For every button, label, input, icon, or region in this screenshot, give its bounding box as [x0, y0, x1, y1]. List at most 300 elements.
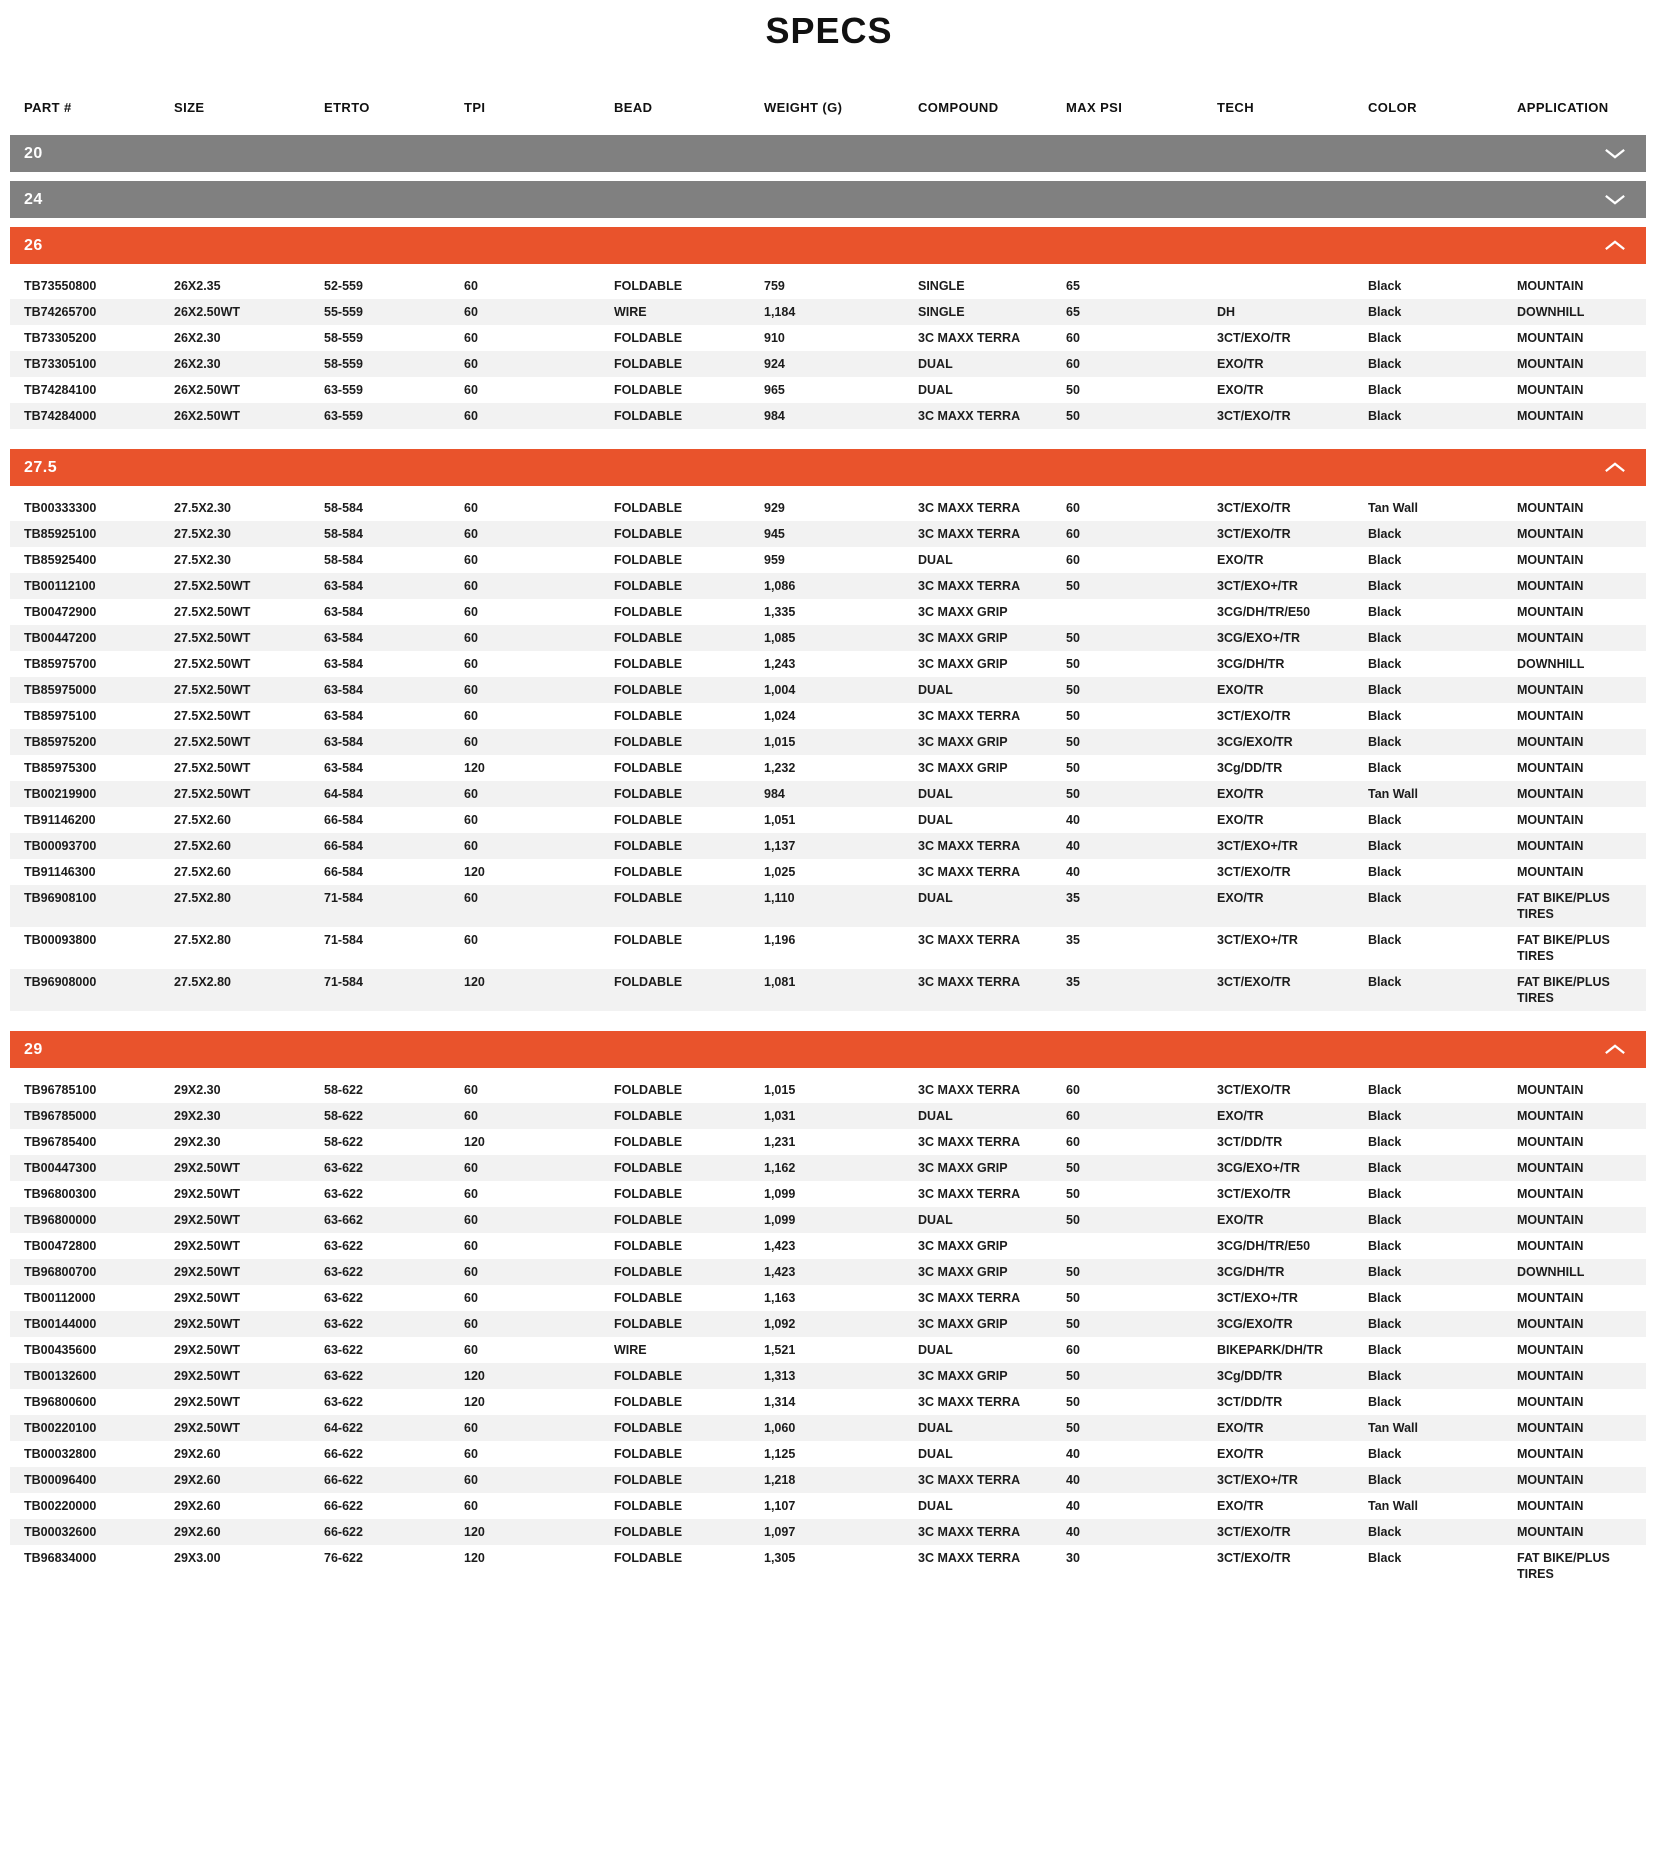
cell-part-number: TB00032800: [24, 1447, 97, 1461]
cell-part-number: TB00096400: [24, 1473, 97, 1487]
cell-bead: FOLDABLE: [614, 631, 683, 645]
cell-size: 27.5X2.50WT: [174, 657, 251, 671]
cell-color: Black: [1368, 1317, 1402, 1331]
cell-bead: FOLDABLE: [614, 1499, 683, 1513]
cell-color: Black: [1368, 1161, 1402, 1175]
cell-color: Black: [1368, 1525, 1402, 1539]
cell-tpi: 60: [464, 383, 478, 397]
section-label: 27.5: [24, 458, 58, 476]
section-label: 26: [24, 236, 43, 254]
cell-weight: 1,335: [764, 605, 796, 619]
cell-max-psi: 40: [1066, 865, 1080, 879]
cell-tech: EXO/TR: [1217, 383, 1264, 397]
table-row: [10, 703, 1646, 729]
section-rows: [10, 495, 1646, 1011]
cell-color: Black: [1368, 579, 1402, 593]
cell-bead: FOLDABLE: [614, 1109, 683, 1123]
cell-color: Black: [1368, 1447, 1402, 1461]
cell-etrto: 63-622: [324, 1291, 363, 1305]
cell-tech: EXO/TR: [1217, 1499, 1264, 1513]
cell-tech: 3CT/EXO+/TR: [1217, 933, 1298, 947]
table-row: [10, 599, 1646, 625]
cell-weight: 1,196: [764, 933, 796, 947]
cell-max-psi: 35: [1066, 975, 1080, 989]
cell-color: Tan Wall: [1368, 501, 1418, 515]
cell-max-psi: 50: [1066, 1161, 1080, 1175]
section-header-24[interactable]: [10, 181, 1646, 218]
table-section-20: [10, 135, 1646, 172]
table-row: [10, 1285, 1646, 1311]
cell-application: MOUNTAIN: [1517, 839, 1584, 853]
cell-tpi: 60: [464, 1109, 478, 1123]
cell-max-psi: 60: [1066, 553, 1080, 567]
cell-tpi: 60: [464, 933, 478, 947]
column-header-application: APPLICATION: [1517, 100, 1609, 115]
cell-part-number: TB96908000: [24, 975, 97, 989]
cell-size: 26X2.50WT: [174, 383, 241, 397]
cell-application: MOUNTAIN: [1517, 1135, 1584, 1149]
cell-bead: FOLDABLE: [614, 279, 683, 293]
cell-color: Black: [1368, 1473, 1402, 1487]
cell-application: MOUNTAIN: [1517, 865, 1584, 879]
cell-bead: FOLDABLE: [614, 975, 683, 989]
cell-max-psi: 50: [1066, 657, 1080, 671]
table-row: [10, 1311, 1646, 1337]
cell-weight: 1,099: [764, 1187, 796, 1201]
cell-size: 27.5X2.50WT: [174, 605, 251, 619]
cell-compound: 3C MAXX GRIP: [918, 1239, 1008, 1253]
cell-size: 27.5X2.50WT: [174, 683, 251, 697]
cell-max-psi: 50: [1066, 1187, 1080, 1201]
cell-application: MOUNTAIN: [1517, 1447, 1584, 1461]
cell-size: 26X2.50WT: [174, 305, 241, 319]
specs-table: [10, 96, 1646, 1587]
cell-application: MOUNTAIN: [1517, 1525, 1584, 1539]
table-row: [10, 885, 1646, 927]
cell-compound: 3C MAXX GRIP: [918, 1317, 1008, 1331]
cell-weight: 1,125: [764, 1447, 796, 1461]
cell-max-psi: 40: [1066, 1525, 1080, 1539]
cell-part-number: TB00112000: [24, 1291, 96, 1305]
cell-tech: 3CG/DH/TR: [1217, 657, 1285, 671]
cell-etrto: 63-584: [324, 761, 363, 775]
table-sections: [10, 135, 1646, 1587]
table-row: [10, 1129, 1646, 1155]
cell-tech: EXO/TR: [1217, 1421, 1264, 1435]
cell-compound: 3C MAXX TERRA: [918, 1473, 1021, 1487]
cell-application: MOUNTAIN: [1517, 761, 1584, 775]
cell-size: 27.5X2.50WT: [174, 631, 251, 645]
cell-weight: 1,162: [764, 1161, 796, 1175]
cell-bead: FOLDABLE: [614, 1369, 683, 1383]
cell-color: Black: [1368, 683, 1402, 697]
cell-part-number: TB73550800: [24, 279, 97, 293]
cell-max-psi: 35: [1066, 891, 1080, 905]
column-header-bead: BEAD: [614, 100, 653, 115]
cell-size: 26X2.30: [174, 331, 221, 345]
cell-weight: 1,163: [764, 1291, 796, 1305]
table-row: [10, 677, 1646, 703]
table-row: [10, 1233, 1646, 1259]
table-row: [10, 547, 1646, 573]
cell-size: 29X2.50WT: [174, 1239, 241, 1253]
cell-part-number: TB85975200: [24, 735, 97, 749]
cell-part-number: TB73305200: [24, 331, 97, 345]
cell-etrto: 66-584: [324, 839, 363, 853]
cell-application: MOUNTAIN: [1517, 501, 1584, 515]
cell-max-psi: 40: [1066, 1499, 1080, 1513]
section-rows: [10, 1077, 1646, 1587]
cell-size: 29X3.00: [174, 1551, 221, 1565]
cell-max-psi: 60: [1066, 527, 1080, 541]
cell-max-psi: 60: [1066, 1109, 1080, 1123]
table-row: [10, 403, 1646, 429]
cell-etrto: 58-584: [324, 501, 363, 515]
cell-bead: FOLDABLE: [614, 813, 683, 827]
cell-application: MOUNTAIN: [1517, 1473, 1584, 1487]
table-section-24: [10, 181, 1646, 218]
cell-size: 29X2.30: [174, 1083, 221, 1097]
cell-part-number: TB74284000: [24, 409, 97, 423]
cell-etrto: 64-584: [324, 787, 363, 801]
cell-tpi: 60: [464, 1265, 478, 1279]
cell-part-number: TB85975000: [24, 683, 97, 697]
cell-etrto: 63-584: [324, 631, 363, 645]
cell-part-number: TB00220100: [24, 1421, 97, 1435]
cell-etrto: 63-622: [324, 1317, 363, 1331]
table-row: [10, 351, 1646, 377]
cell-bead: FOLDABLE: [614, 1213, 683, 1227]
cell-weight: 924: [764, 357, 785, 371]
cell-application: MOUNTAIN: [1517, 1395, 1584, 1409]
cell-tpi: 60: [464, 813, 478, 827]
cell-size: 29X2.50WT: [174, 1369, 241, 1383]
cell-max-psi: 50: [1066, 709, 1080, 723]
table-row: [10, 1077, 1646, 1103]
table-row: [10, 781, 1646, 807]
cell-size: 27.5X2.30: [174, 553, 231, 567]
cell-max-psi: 50: [1066, 1369, 1080, 1383]
cell-bead: FOLDABLE: [614, 1239, 683, 1253]
cell-compound: DUAL: [918, 1343, 953, 1357]
chevron-down-icon: [1604, 193, 1626, 206]
table-row: [10, 651, 1646, 677]
cell-tech: 3CG/EXO+/TR: [1217, 631, 1301, 645]
cell-compound: 3C MAXX TERRA: [918, 1083, 1021, 1097]
cell-application: MOUNTAIN: [1517, 1187, 1584, 1201]
cell-color: Black: [1368, 891, 1402, 905]
section-label: 24: [24, 190, 43, 208]
cell-tech: 3CG/EXO/TR: [1217, 735, 1293, 749]
cell-max-psi: 60: [1066, 331, 1080, 345]
cell-weight: 1,086: [764, 579, 796, 593]
table-row: [10, 1207, 1646, 1233]
cell-tech: 3CT/EXO/TR: [1217, 331, 1291, 345]
cell-weight: 1,004: [764, 683, 796, 697]
column-header-tpi: TPI: [464, 100, 486, 115]
cell-size: 29X2.30: [174, 1135, 221, 1149]
table-row: [10, 1519, 1646, 1545]
cell-etrto: 66-622: [324, 1499, 363, 1513]
cell-max-psi: 65: [1066, 305, 1080, 319]
section-header-26[interactable]: [10, 227, 1646, 264]
cell-size: 27.5X2.50WT: [174, 579, 251, 593]
cell-part-number: TB85925400: [24, 553, 97, 567]
cell-size: 29X2.50WT: [174, 1265, 241, 1279]
section-label: 20: [24, 144, 43, 162]
cell-weight: 1,015: [764, 735, 796, 749]
cell-tpi: 60: [464, 1317, 478, 1331]
cell-bead: FOLDABLE: [614, 553, 683, 567]
cell-part-number: TB73305100: [24, 357, 97, 371]
cell-tpi: 60: [464, 305, 478, 319]
cell-part-number: TB96785000: [24, 1109, 97, 1123]
cell-color: Black: [1368, 1239, 1402, 1253]
cell-compound: 3C MAXX TERRA: [918, 409, 1021, 423]
cell-size: 27.5X2.60: [174, 865, 231, 879]
cell-weight: 1,107: [764, 1499, 796, 1513]
cell-bead: FOLDABLE: [614, 579, 683, 593]
cell-compound: 3C MAXX TERRA: [918, 933, 1021, 947]
cell-tech: EXO/TR: [1217, 553, 1264, 567]
cell-bead: FOLDABLE: [614, 1135, 683, 1149]
cell-bead: FOLDABLE: [614, 527, 683, 541]
cell-bead: WIRE: [614, 1343, 647, 1357]
cell-weight: 1,051: [764, 813, 796, 827]
table-row: [10, 1259, 1646, 1285]
section-header-20[interactable]: [10, 135, 1646, 172]
cell-size: 29X2.50WT: [174, 1395, 241, 1409]
cell-size: 29X2.30: [174, 1109, 221, 1123]
section-header-27.5[interactable]: [10, 449, 1646, 486]
cell-weight: 1,218: [764, 1473, 796, 1487]
cell-tpi: 120: [464, 1551, 485, 1565]
cell-max-psi: 50: [1066, 683, 1080, 697]
cell-size: 27.5X2.50WT: [174, 735, 251, 749]
cell-weight: 1,423: [764, 1239, 796, 1253]
cell-color: Black: [1368, 1213, 1402, 1227]
cell-tpi: 60: [464, 331, 478, 345]
cell-application: MOUNTAIN: [1517, 605, 1584, 619]
table-section-29: [10, 1031, 1646, 1587]
cell-max-psi: 50: [1066, 1395, 1080, 1409]
cell-bead: FOLDABLE: [614, 891, 683, 905]
cell-size: 29X2.60: [174, 1525, 221, 1539]
cell-color: Black: [1368, 1291, 1402, 1305]
table-row: [10, 927, 1646, 969]
cell-color: Black: [1368, 813, 1402, 827]
cell-part-number: TB00333300: [24, 501, 97, 515]
cell-tech: 3CT/EXO+/TR: [1217, 1291, 1298, 1305]
cell-etrto: 63-559: [324, 409, 363, 423]
cell-tech: 3Cg/DD/TR: [1217, 1369, 1283, 1383]
cell-tech: 3CT/EXO/TR: [1217, 865, 1291, 879]
cell-weight: 1,184: [764, 305, 796, 319]
table-row: [10, 325, 1646, 351]
cell-size: 29X2.50WT: [174, 1213, 241, 1227]
cell-weight: 1,060: [764, 1421, 796, 1435]
cell-etrto: 63-584: [324, 709, 363, 723]
cell-part-number: TB85975700: [24, 657, 97, 671]
cell-etrto: 63-584: [324, 657, 363, 671]
cell-compound: 3C MAXX TERRA: [918, 1551, 1021, 1565]
cell-weight: 1,313: [764, 1369, 796, 1383]
cell-tpi: 60: [464, 1161, 478, 1175]
cell-bead: FOLDABLE: [614, 383, 683, 397]
cell-tpi: 60: [464, 735, 478, 749]
cell-color: Tan Wall: [1368, 1421, 1418, 1435]
cell-tpi: 60: [464, 1447, 478, 1461]
cell-weight: 1,314: [764, 1395, 796, 1409]
cell-tpi: 60: [464, 1213, 478, 1227]
cell-application: DOWNHILL: [1517, 657, 1585, 671]
cell-compound: DUAL: [918, 1213, 953, 1227]
cell-tech: 3Cg/DD/TR: [1217, 761, 1283, 775]
cell-tech: 3CG/EXO+/TR: [1217, 1161, 1301, 1175]
cell-max-psi: 50: [1066, 787, 1080, 801]
cell-bead: FOLDABLE: [614, 1083, 683, 1097]
cell-tpi: 60: [464, 891, 478, 905]
cell-tpi: 120: [464, 975, 485, 989]
cell-color: Black: [1368, 865, 1402, 879]
cell-part-number: TB00093700: [24, 839, 97, 853]
cell-max-psi: 60: [1066, 1083, 1080, 1097]
cell-bead: FOLDABLE: [614, 787, 683, 801]
cell-etrto: 58-584: [324, 527, 363, 541]
cell-max-psi: 50: [1066, 383, 1080, 397]
table-header-row: [10, 96, 1646, 119]
cell-color: Black: [1368, 1109, 1402, 1123]
cell-weight: 1,085: [764, 631, 796, 645]
cell-tpi: 60: [464, 279, 478, 293]
cell-application: MOUNTAIN: [1517, 631, 1584, 645]
cell-application: MOUNTAIN: [1517, 1499, 1584, 1513]
cell-compound: DUAL: [918, 357, 953, 371]
cell-color: Black: [1368, 605, 1402, 619]
cell-part-number: TB00447200: [24, 631, 97, 645]
cell-tech: 3CG/EXO/TR: [1217, 1317, 1293, 1331]
cell-compound: DUAL: [918, 383, 953, 397]
cell-tech: 3CG/DH/TR/E50: [1217, 605, 1311, 619]
cell-tpi: 60: [464, 579, 478, 593]
cell-size: 27.5X2.50WT: [174, 761, 251, 775]
cell-tpi: 60: [464, 683, 478, 697]
cell-max-psi: 50: [1066, 631, 1080, 645]
cell-tpi: 60: [464, 631, 478, 645]
cell-color: Black: [1368, 975, 1402, 989]
cell-color: Black: [1368, 1187, 1402, 1201]
cell-etrto: 71-584: [324, 933, 363, 947]
cell-weight: 965: [764, 383, 785, 397]
cell-tpi: 60: [464, 787, 478, 801]
cell-compound: 3C MAXX TERRA: [918, 1395, 1021, 1409]
cell-max-psi: 30: [1066, 1551, 1080, 1565]
cell-color: Black: [1368, 331, 1402, 345]
cell-max-psi: 50: [1066, 1213, 1080, 1227]
cell-max-psi: 35: [1066, 933, 1080, 947]
cell-bead: FOLDABLE: [614, 1291, 683, 1305]
cell-color: Black: [1368, 357, 1402, 371]
cell-part-number: TB74265700: [24, 305, 97, 319]
cell-bead: FOLDABLE: [614, 761, 683, 775]
cell-etrto: 63-622: [324, 1161, 363, 1175]
cell-part-number: TB00220000: [24, 1499, 97, 1513]
cell-tpi: 60: [464, 357, 478, 371]
cell-color: Black: [1368, 279, 1402, 293]
cell-bead: FOLDABLE: [614, 1187, 683, 1201]
cell-etrto: 58-622: [324, 1109, 363, 1123]
cell-part-number: TB00219900: [24, 787, 97, 801]
cell-max-psi: 60: [1066, 1343, 1080, 1357]
cell-color: Tan Wall: [1368, 1499, 1418, 1513]
cell-etrto: 63-662: [324, 1213, 363, 1227]
cell-compound: 3C MAXX GRIP: [918, 1161, 1008, 1175]
table-row: [10, 755, 1646, 781]
cell-max-psi: 40: [1066, 813, 1080, 827]
chevron-down-icon: [1604, 147, 1626, 160]
cell-application: MOUNTAIN: [1517, 331, 1584, 345]
cell-tpi: 60: [464, 605, 478, 619]
cell-size: 27.5X2.50WT: [174, 787, 251, 801]
cell-application: MOUNTAIN: [1517, 1083, 1584, 1097]
cell-etrto: 63-622: [324, 1187, 363, 1201]
cell-part-number: TB96800000: [24, 1213, 97, 1227]
cell-part-number: TB85925100: [24, 527, 97, 541]
cell-weight: 759: [764, 279, 785, 293]
table-row: [10, 833, 1646, 859]
cell-part-number: TB91146200: [24, 813, 96, 827]
cell-application: MOUNTAIN: [1517, 357, 1584, 371]
cell-size: 27.5X2.50WT: [174, 709, 251, 723]
cell-tech: 3CT/EXO+/TR: [1217, 1473, 1298, 1487]
cell-weight: 1,081: [764, 975, 796, 989]
table-row: [10, 1181, 1646, 1207]
cell-application: MOUNTAIN: [1517, 1109, 1584, 1123]
cell-color: Black: [1368, 709, 1402, 723]
cell-etrto: 63-622: [324, 1343, 363, 1357]
cell-application: MOUNTAIN: [1517, 1317, 1584, 1331]
section-header-29[interactable]: [10, 1031, 1646, 1068]
cell-part-number: TB91146300: [24, 865, 96, 879]
cell-part-number: TB96800300: [24, 1187, 97, 1201]
table-row: [10, 1545, 1646, 1587]
cell-size: 29X2.50WT: [174, 1187, 241, 1201]
cell-etrto: 58-559: [324, 357, 363, 371]
cell-compound: 3C MAXX TERRA: [918, 1291, 1021, 1305]
cell-compound: DUAL: [918, 891, 953, 905]
cell-size: 27.5X2.80: [174, 933, 231, 947]
cell-color: Black: [1368, 761, 1402, 775]
cell-compound: DUAL: [918, 1109, 953, 1123]
cell-bead: FOLDABLE: [614, 409, 683, 423]
cell-color: Black: [1368, 631, 1402, 645]
cell-bead: FOLDABLE: [614, 683, 683, 697]
cell-tpi: 60: [464, 553, 478, 567]
cell-color: Black: [1368, 1083, 1402, 1097]
cell-bead: FOLDABLE: [614, 501, 683, 515]
cell-tech: 3CT/DD/TR: [1217, 1135, 1283, 1149]
cell-color: Black: [1368, 1551, 1402, 1565]
cell-weight: 1,015: [764, 1083, 796, 1097]
cell-max-psi: 60: [1066, 501, 1080, 515]
cell-max-psi: 50: [1066, 1421, 1080, 1435]
cell-application: FAT BIKE/PLUS TIRES: [1517, 975, 1610, 1005]
cell-color: Black: [1368, 409, 1402, 423]
cell-bead: FOLDABLE: [614, 1473, 683, 1487]
cell-color: Black: [1368, 1343, 1402, 1357]
cell-etrto: 66-584: [324, 813, 363, 827]
cell-tech: BIKEPARK/DH/TR: [1217, 1343, 1324, 1357]
